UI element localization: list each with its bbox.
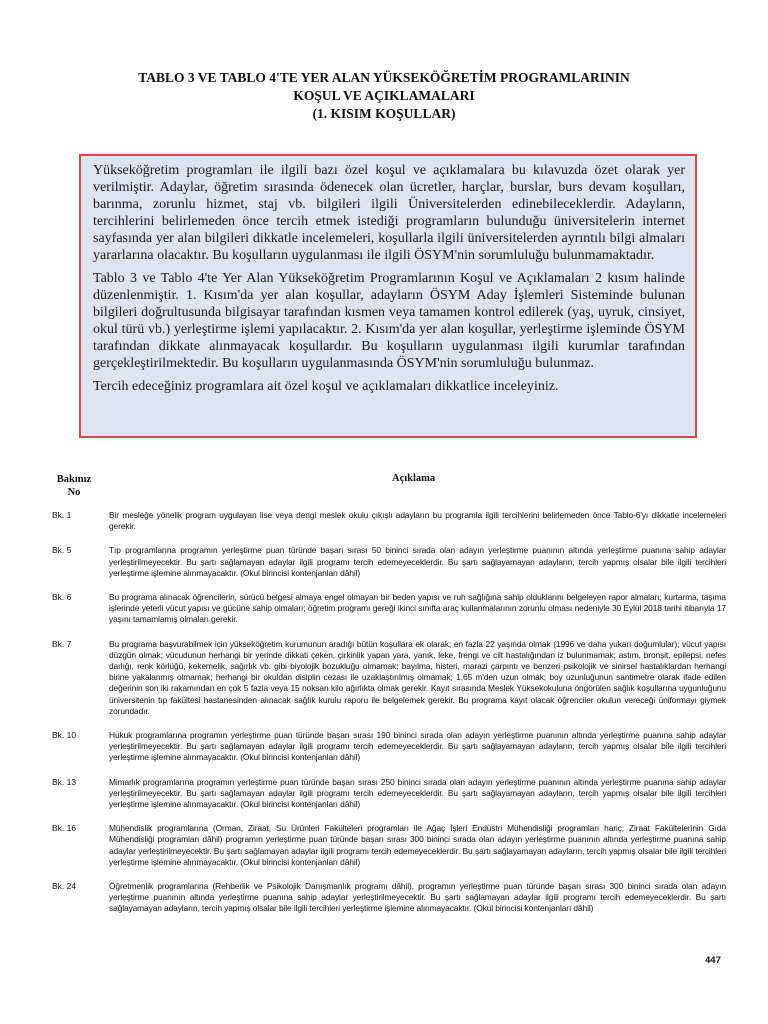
page-number: 447 bbox=[705, 955, 721, 966]
table-row bbox=[52, 777, 726, 811]
row-text: Bu programa başvurabilmek için yükseköğretim kurumunun aradığı bütün koşullara ek olarak; en fazla 22 yaşında olmak (1996 ve daha yukarı doğumlular); vücut yapısı düzgün olmak; vücudunun herhangi bir yerinde dikkati çeken, çirkinlik yapan yara, yanık, leke, frengi ve cilt hastalığından iz bulunmamak; astım, bronşit, epilepsi, nefes darlığı, renk körlüğü, kekemelik, sağırlık vb. gibi biyolojik bozukluğu olmamak; bayılma, histeri, marazi çarpıntı ve benzeri psikolojik ve sinirsel hastalıklardan herhangi birine yakalanmış olmamak; herhangi bir okuldan disiplin cezası ile uzaklaştırılmış olmamak; 1,65 m'den uzun olmak; boy uzunluğunun santimetre olarak ifade edilen değerinin son iki rakamından en çok 5 fazla veya 15 noksan kilo ağırlıkta olmak gerekir. Kayıt sırasında Meslek Yüksekokuluna öngörülen sağlık koşullarına uygunluğunu üniversitenin tıp fakültesi hastanesinden alınacak sağlık kurulu raporu ile belgelemek gerekir. Bu programa kayıt olacak öğrenciler okulun vereceği üniformayı giymek zorundadır. bbox=[109, 638, 726, 716]
row-code: Bk. 10 bbox=[52, 730, 77, 741]
title-line-1: TABLO 3 VE TABLO 4'TE YER ALAN YÜKSEKÖĞRETİM PROGRAMLARININ bbox=[138, 70, 630, 85]
title-line-3: (1. KISIM KOŞULLAR) bbox=[312, 106, 456, 121]
conditions-table bbox=[52, 510, 726, 928]
table-row bbox=[52, 510, 726, 532]
notice-paragraph-1: Yükseköğretim programları ile ilgili bazı özel koşul ve açıklamalara bu kılavuzda özet olarak yer verilmiştir. Adaylar, öğretim sırasında ödenecek olan ücretler, harçlar, burslar, burs devam koşulları, barınma, zorunlu hizmet, staj vb. bilgileri ilgili Üniversitelerden edinebileceklerdir. Adayların, tercihlerini belirlemeden önce tercih etmek istediği programların bulunduğu üniversitelerin internet sayfasında yer alan bilgileri dikkatle incelemeleri, koşullarla ilgili üniversitelerden ayrıntılı bilgi almaları yararlarına olacaktır. Bu koşulların uygulanması ile ilgili ÖSYM'nin sorumluluğu bulunmamaktadır. bbox=[93, 163, 685, 263]
table-row bbox=[52, 730, 726, 764]
notice-paragraph-2: Tablo 3 ve Tablo 4'te Yer Alan Yükseköğretim Programlarının Koşul ve Açıklamaları 2 kısım halinde düzenlenmiştir. 1. Kısım'da yer alan koşullar, adayların ÖSYM Aday İşlemleri Sisteminde bulunan bilgileri doğrultusunda bilgisayar tarafından kısmen veya tamamen kontrol edilerek (yaş, uyruk, cinsiyet, okul türü vb.) yerleştirme işlemi yapılacaktır. 2. Kısım'da yer alan koşullar, yerleştirme işleminde ÖSYM tarafından dikkate alınmayacak koşullardır. Bu koşulların uygulanması ilgili kurumlar tarafından gerçekleştirilmektedir. Bu koşulların uygulanmasında ÖSYM'nin sorumluluğu bulunmaz. bbox=[93, 271, 685, 371]
row-text: Tıp programlarına programın yerleştirme puan türünde başarı sırası 50 bininci sırada olan adayın yerleştirme puanının altında yerleştirme puanına sahip adaylar yerleştirilmeyecektir. Bu şartı sağlamayan adaylar ilgili programı tercih edemeyeceklerdir. Bu şartı sağlayamayan adayların, tercih yapmış olsalar bile ilgili tercihleri yerleştirme işlemine alınmayacaktır. (Okul birincisi kontenjanları dâhil) bbox=[109, 545, 726, 578]
table-row bbox=[52, 639, 726, 717]
table-row bbox=[52, 592, 726, 626]
notice-box bbox=[79, 154, 697, 438]
row-text: Bu programa alınacak öğrencilerin, sürücü belgesi almaya engel olmayan bir beden yapısı ve ruh sağlığına sahip olduklarını belgeleyen rapor almaları; kurtarma, taşıma işlerinde yeterli vücut yapısı ve gücüne sahip olmaları; öğretim programı gereği ikinci sınıfta araç kullanmalarının zorunlu olması nedeniyle 30 Eylül 2018 tarihi itibarıyla 17 yaşını tamamlamış olmaları gerekir. bbox=[109, 592, 726, 625]
page-title bbox=[60, 69, 708, 123]
table-row bbox=[52, 881, 726, 915]
row-code: Bk. 1 bbox=[52, 510, 72, 520]
row-text: Mühendislik programlarına (Orman, Ziraat, Su Ürünleri Fakülteleri programları ile Ağaç İşleri Endüstri Mühendisliği programları hariç; Ziraat Fakültelerinin Gıda Mühendisliği programları dâhil) programın yerleştirme puan türünde başarı sırası 300 bininci sırada olan adayın yerleştirme puanının altında yerleştirme puanına sahip adaylar yerleştirilmeyecektir. Bu şartı sağlamayan adaylar ilgili programı tercih edemeyeceklerdir. Bu şartı sağlayamayan adayların, tercih yapmış olsalar bile ilgili tercihleri yerleştirme işlemine alınmayacaktır. (Okul birincisi kontenjanları dâhil) bbox=[109, 823, 726, 867]
row-code: Bk. 7 bbox=[52, 638, 72, 649]
column-header-reference-line-1: Bakınız bbox=[56, 474, 92, 485]
column-header-reference-line-2: No bbox=[67, 487, 81, 498]
row-code: Bk. 6 bbox=[52, 592, 72, 603]
row-code: Bk. 5 bbox=[52, 545, 72, 556]
row-text: Hukuk programlarına programın yerleştirme puan türünde başarı sırası 190 bininci sırada olan adayın yerleştirme puanının altında yerleştirme puanına sahip adaylar yerleştirilmeyecektir. Bu şartı sağlamayan adaylar ilgili programı tercih edemeyeceklerdir. Bu şartı sağlayamayan adayların, tercih yapmış olsalar bile ilgili tercihleri yerleştirme işlemine alınmayacaktır. (Okul birincisi kontenjanları dâhil) bbox=[109, 730, 726, 763]
row-code: Bk. 16 bbox=[52, 823, 77, 834]
row-code: Bk. 24 bbox=[52, 881, 77, 892]
title-line-2: KOŞUL VE AÇIKLAMALARI bbox=[293, 88, 475, 103]
table-row bbox=[52, 823, 726, 868]
row-text: Öğretmenlik programlarına (Rehberlik ve Psikolojik Danışmanlık programı dâhil), programın yerleştirme puan türünde başarı sırası 300 bininci sırada olan adayın yerleştirme puanının altında yerleştirme puanına sahip adaylar yerleştirilmeyecektir. Bu şartı sağlamayan adaylar ilgili programı tercih edemeyeceklerdir. Bu şartı sağlayamayan adayların, tercih yapmış olsalar bile ilgili tercihleri yerleştirme işlemine alınmayacaktır. (Okul birincisi kontenjanları dâhil) bbox=[109, 881, 726, 914]
row-text: Mimarlık programlarına programın yerleştirme puan türünde başarı sırası 250 bininci sırada olan adayın yerleştirme puanının altında yerleştirme puanına sahip adaylar yerleştirilmeyecektir. Bu şartı sağlamayan adaylar ilgili programı tercih edemeyeceklerdir. Bu şartı sağlayamayan adayların, tercih yapmış olsalar bile ilgili tercihleri yerleştirme işlemine alınmayacaktır. (Okul birincisi kontenjanları dâhil) bbox=[109, 776, 726, 810]
row-text: Bir mesleğe yönelik program uygulayan lise veya dengi meslek okulu çıkışlı adayların bu programla ilgili tercihlerini belirlemeden önce Tablo-6'yı dikkatle incelemeleri gerekir. bbox=[109, 510, 726, 532]
notice-paragraph-3: Tercih edeceğiniz programlara ait özel koşul ve açıklamaları dikkatlice inceleyiniz. bbox=[93, 379, 559, 394]
row-code: Bk. 13 bbox=[52, 776, 77, 787]
column-header-reference-no bbox=[52, 473, 96, 499]
column-header-description: Açıklama bbox=[392, 473, 436, 484]
table-row bbox=[52, 545, 726, 579]
